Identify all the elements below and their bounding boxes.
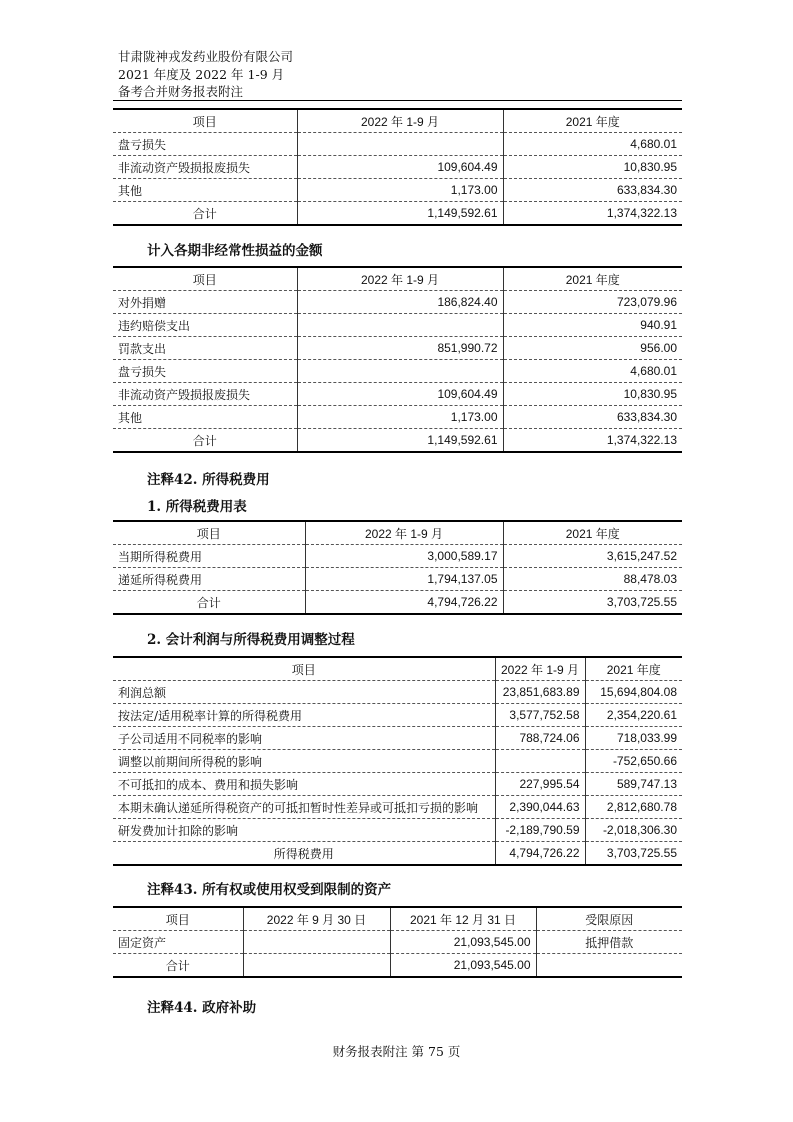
income-tax-table [113,520,682,615]
table-header-row [113,657,682,681]
item-label: 研发费加计扣除的影响 [113,819,495,842]
amount-cell: 940.91 [503,314,682,337]
amount-cell: 4,794,726.22 [495,842,585,866]
table-row [113,156,682,179]
item-label: 合计 [192,206,217,221]
amount-cell: 10,830.95 [503,383,682,406]
table-row [113,704,682,727]
amount-cell: 1,794,137.05 [305,568,503,591]
amount-cell: 10,830.95 [503,156,682,179]
item-label: 不可抵扣的成本、费用和损失影响 [113,773,495,796]
column-header: 项目 [113,657,495,681]
table-row [113,750,682,773]
amount-cell: 633,834.30 [503,179,682,202]
item-label: 合计 [196,595,221,610]
table-header-row [113,109,682,133]
item-label: 按法定/适用税率计算的所得税费用 [113,704,495,727]
column-header: 受限原因 [536,907,682,931]
amount-cell: 23,851,683.89 [495,681,585,704]
table-header-row [113,267,682,291]
item-label: 违约赔偿支出 [113,314,297,337]
amount-cell: 3,703,725.55 [503,591,682,615]
amount-cell: 3,000,589.17 [305,545,503,568]
amount-cell: 788,724.06 [495,727,585,750]
amount-cell: 21,093,545.00 [390,954,536,978]
amount-cell: -2,018,306.30 [585,819,682,842]
item-label: 盘亏损失 [113,360,297,383]
column-header: 2022 年 1-9 月 [297,267,503,291]
total-row [113,429,682,453]
restricted-assets-table [113,906,682,978]
table-header-row [113,907,682,931]
table-row [113,133,682,156]
note-44-heading: 注释44. 政府补助 [147,1000,257,1016]
amount-cell: 1,173.00 [297,406,503,429]
amount-cell: 723,079.96 [503,291,682,314]
amount-cell: 589,747.13 [585,773,682,796]
item-label: 合计 [192,433,217,448]
loss-detail-table [113,108,682,226]
amount-cell [243,931,390,954]
item-label: 合计 [165,958,190,973]
amount-cell [243,954,390,978]
column-header: 2021 年度 [585,657,682,681]
table-row [113,179,682,202]
total-row [113,842,682,866]
amount-cell: 1,374,322.13 [503,429,682,453]
table-row [113,406,682,429]
table-row [113,819,682,842]
amount-cell: 2,812,680.78 [585,796,682,819]
column-header: 2022 年 1-9 月 [305,521,503,545]
tax-adjustment-heading: 2. 会计利润与所得税费用调整过程 [147,632,355,648]
table-row [113,773,682,796]
amount-cell: 4,794,726.22 [305,591,503,615]
amount-cell: 88,478.03 [503,568,682,591]
income-tax-table-heading: 1. 所得税费用表 [147,499,247,515]
amount-cell: -752,650.66 [585,750,682,773]
table-row [113,291,682,314]
amount-cell [297,314,503,337]
column-header: 2022 年 1-9 月 [495,657,585,681]
amount-cell: 2,354,220.61 [585,704,682,727]
amount-cell: 3,577,752.58 [495,704,585,727]
restriction-reason [536,954,682,978]
table-row [113,383,682,406]
column-header: 项目 [113,521,305,545]
header-rule [113,100,682,101]
amount-cell: 2,390,044.63 [495,796,585,819]
page-footer: 财务报表附注 第 75 页 [332,1044,461,1059]
item-label: 其他 [113,406,297,429]
amount-cell [297,360,503,383]
item-label: 固定资产 [113,931,243,954]
table-row [113,568,682,591]
item-label: 其他 [113,179,297,202]
amount-cell [297,133,503,156]
item-label: 对外捐赠 [113,291,297,314]
restriction-reason: 抵押借款 [536,931,682,954]
document-title: 备考合并财务报表附注 [118,84,244,99]
amount-cell [495,750,585,773]
item-label: 子公司适用不同税率的影响 [113,727,495,750]
amount-cell: 186,824.40 [297,291,503,314]
section-heading-nonrecurring: 计入各期非经常性损益的金额 [147,243,323,259]
total-row [113,954,682,978]
amount-cell: 633,834.30 [503,406,682,429]
amount-cell: 15,694,804.08 [585,681,682,704]
page-header [118,48,293,101]
amount-cell: 956.00 [503,337,682,360]
column-header: 2022 年 9 月 30 日 [243,907,390,931]
table-row [113,931,682,954]
amount-cell: 851,990.72 [297,337,503,360]
item-label: 递延所得税费用 [113,568,305,591]
column-header: 项目 [113,907,243,931]
amount-cell: 4,680.01 [503,360,682,383]
item-label: 非流动资产毁损报废损失 [113,156,297,179]
table-row [113,727,682,750]
amount-cell: 21,093,545.00 [390,931,536,954]
amount-cell: 1,149,592.61 [297,202,503,226]
total-row [113,202,682,226]
table-row [113,360,682,383]
amount-cell: 227,995.54 [495,773,585,796]
amount-cell: 1,149,592.61 [297,429,503,453]
amount-cell: 3,615,247.52 [503,545,682,568]
amount-cell: 109,604.49 [297,383,503,406]
item-label: 所得税费用 [273,846,334,861]
company-name: 甘肃陇神戎发药业股份有限公司 [118,49,294,64]
item-label: 利润总额 [113,681,495,704]
table-row [113,545,682,568]
item-label: 本期未确认递延所得税资产的可抵扣暂时性差异或可抵扣亏损的影响 [113,796,495,819]
tax-adjustment-table [113,656,682,866]
table-row [113,681,682,704]
item-label: 调整以前期间所得税的影响 [113,750,495,773]
column-header: 项目 [113,267,297,291]
column-header: 2021 年度 [503,109,682,133]
table-row [113,337,682,360]
amount-cell: 718,033.99 [585,727,682,750]
amount-cell: -2,189,790.59 [495,819,585,842]
amount-cell: 1,173.00 [297,179,503,202]
column-header: 项目 [113,109,297,133]
note-43-heading: 注释43. 所有权或使用权受到限制的资产 [147,882,392,898]
item-label: 当期所得税费用 [113,545,305,568]
table-row [113,314,682,337]
column-header: 2021 年度 [503,521,682,545]
item-label: 罚款支出 [113,337,297,360]
table-row [113,796,682,819]
item-label: 盘亏损失 [113,133,297,156]
amount-cell: 109,604.49 [297,156,503,179]
amount-cell: 1,374,322.13 [503,202,682,226]
item-label: 非流动资产毁损报废损失 [113,383,297,406]
amount-cell: 3,703,725.55 [585,842,682,866]
column-header: 2022 年 1-9 月 [297,109,503,133]
column-header: 2021 年 12 月 31 日 [390,907,536,931]
nonrecurring-table [113,266,682,453]
report-period: 2021 年度及 2022 年 1-9 月 [118,66,285,82]
table-header-row [113,521,682,545]
column-header: 2021 年度 [503,267,682,291]
total-row [113,591,682,615]
note-42-heading: 注释42. 所得税费用 [147,472,270,488]
amount-cell: 4,680.01 [503,133,682,156]
